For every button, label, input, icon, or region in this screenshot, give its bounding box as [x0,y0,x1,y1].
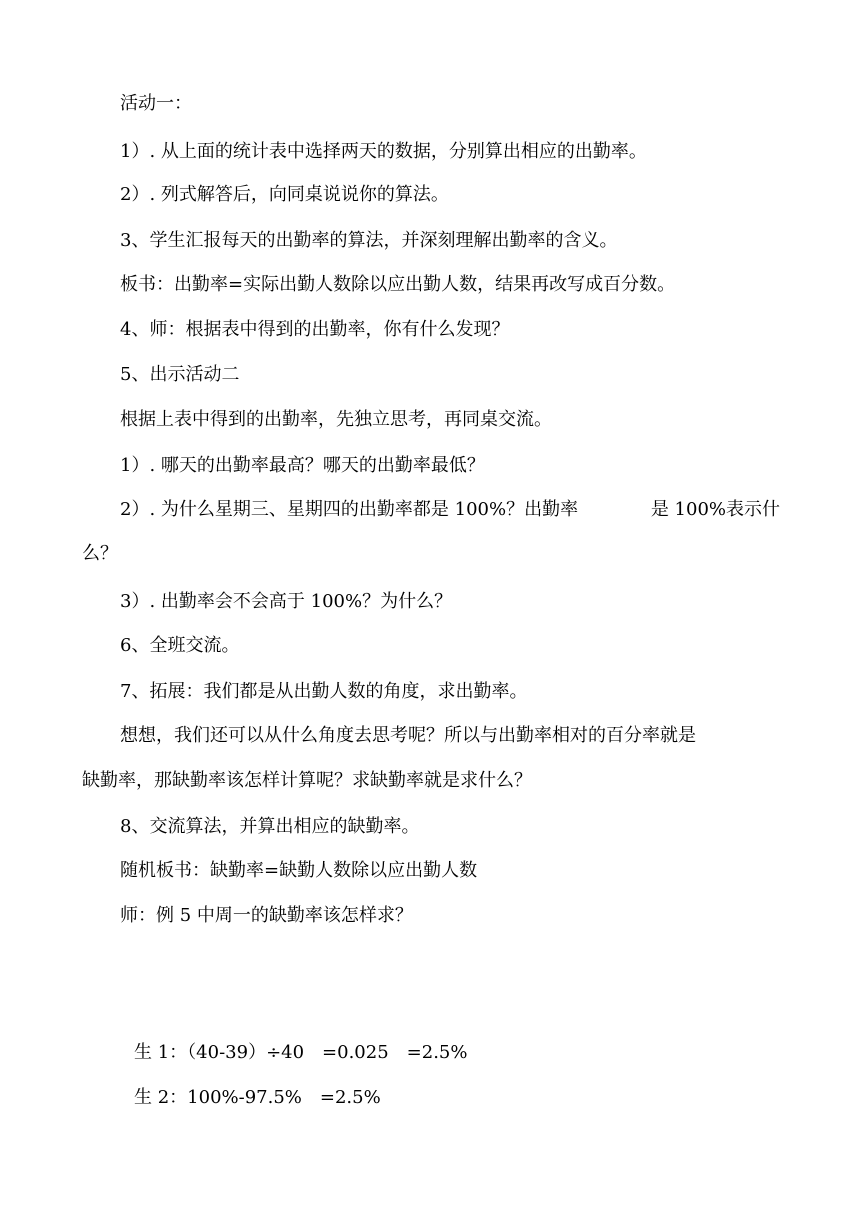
teacher-question: 师：例 5 中周一的缺勤率该怎样求？ [120,905,413,926]
step-3: 3、学生汇报每天的出勤率的算法，并深刻理解出勤率的含义。 [120,230,618,251]
step-8: 8、交流算法，并算出相应的缺勤率。 [120,816,420,837]
student-1-answer: 生 1：（40-39）÷40 =0.025 =2.5% [134,1042,468,1063]
board-note-absence: 随机板书：缺勤率=缺勤人数除以应出勤人数 [120,860,478,881]
step-5: 5、出示活动二 [120,364,240,385]
question-1: 1）. 哪天的出勤率最高？哪天的出勤率最低？ [120,455,485,476]
question-3: 3）. 出勤率会不会高于 100%？为什么？ [120,591,453,612]
step-4: 4、师：根据表中得到的出勤率，你有什么发现？ [120,319,510,340]
activity-one-title: 活动一： [120,93,192,114]
activity-one-item-2: 2）. 列式解答后，向同桌说说你的算法。 [120,184,449,205]
activity-one-item-1: 1）. 从上面的统计表中选择两天的数据，分别算出相应的出勤率。 [120,141,647,162]
student-2-answer: 生 2：100%-97.5% =2.5% [134,1087,381,1108]
board-note-attendance: 板书：出勤率=实际出勤人数除以应出勤人数，结果再改写成百分数。 [120,274,676,295]
step-7: 7、拓展：我们都是从出勤人数的角度，求出勤率。 [120,681,528,702]
think-paragraph-line-1: 想想，我们还可以从什么角度去思考呢？所以与出勤率相对的百分率就是 [120,725,696,746]
activity-two-intro: 根据上表中得到的出勤率，先独立思考，再同桌交流。 [120,409,552,430]
question-2-text-b: 是 100%表示什 [650,499,780,520]
step-6: 6、全班交流。 [120,635,240,656]
question-2-line-1 [120,498,780,522]
question-2-text-a: 2）. 为什么星期三、星期四的出勤率都是 100%？出勤率 [120,499,579,520]
question-2-line-2: 么？ [82,543,118,564]
think-paragraph-line-2: 缺勤率，那缺勤率该怎样计算呢？求缺勤率就是求什么？ [82,770,532,791]
